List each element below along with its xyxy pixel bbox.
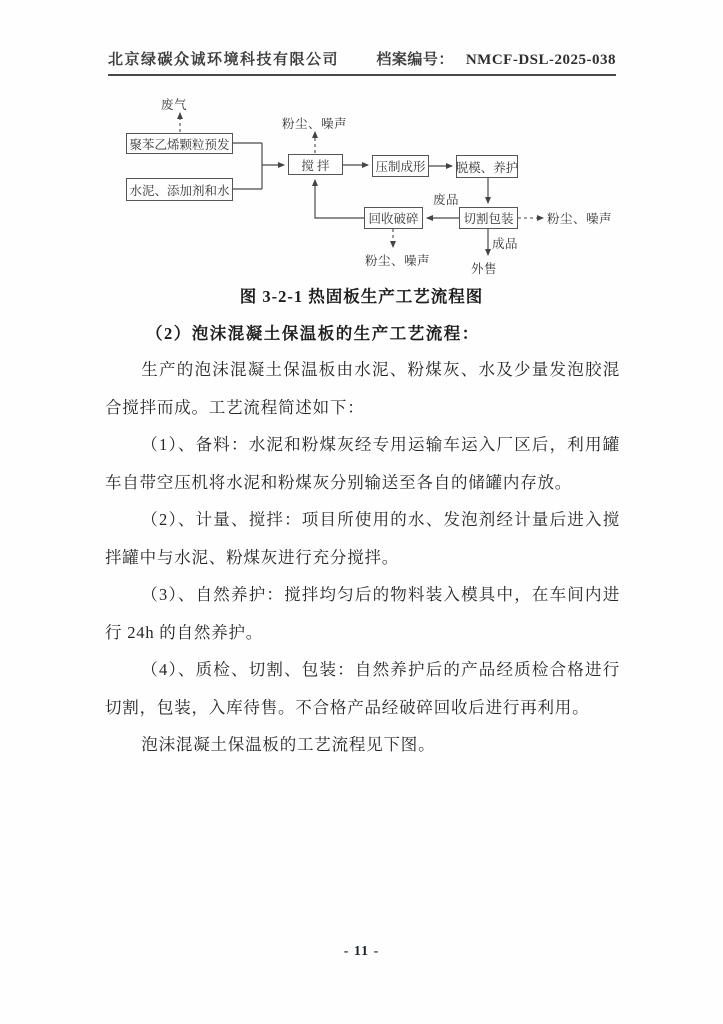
paragraph-step4: （4）、质检、切割、包装：自然养护后的产品经质检合格进行切割，包装，入库待售。不合格产品经破碎回收后进行再利用。 (105, 660, 620, 717)
flow-label-dust-noise-stir: 粉尘、噪声 (282, 117, 348, 131)
flow-box-pre-expansion: 聚苯乙烯颗粒预发 (126, 133, 233, 154)
process-flowchart (100, 92, 640, 284)
paragraph-step1: （1）、备料：水泥和粉煤灰经专用运输车运入厂区后，利用罐车自带空压机将水泥和粉煤灰分别输送至各自的储罐内存放。 (105, 435, 620, 492)
flow-label-waste-gas: 废气 (161, 98, 188, 112)
body-text (105, 351, 620, 764)
flow-label-finished-product: 成品 (492, 237, 519, 251)
flow-label-scrap: 废品 (433, 193, 460, 207)
figure-caption: 图 3-2-1 热固板生产工艺流程图 (239, 287, 484, 306)
flow-box-recycle-crushing: 回收破碎 (364, 207, 423, 229)
paragraph-step3: （3）、自然养护：搅拌均匀后的物料装入模具中，在车间内进行 24h 的自然养护。 (105, 585, 620, 642)
archive-number-value: NMCF-DSL-2025-038 (465, 52, 616, 68)
flow-box-cutting-packaging: 切割包装 (459, 207, 518, 229)
flow-box-stirring: 搅 拌 (288, 154, 343, 175)
flow-box-press-forming: 压制成形 (372, 155, 429, 177)
flow-box-demold-curing: 脱模、养护 (456, 155, 518, 178)
page-number: - 11 - (343, 944, 380, 959)
archive-number (376, 48, 616, 69)
flow-label-external-sale: 外售 (471, 262, 498, 276)
company-name: 北京绿碳众诚环境科技有限公司 (108, 52, 340, 68)
paragraph-intro: 生产的泡沫混凝土保温板由水泥、粉煤灰、水及少量发泡胶混合搅拌而成。工艺流程简述如下： (105, 360, 620, 417)
section-heading: （2）泡沫混凝土保温板的生产工艺流程： (146, 324, 480, 343)
flow-label-dust-noise-cut: 粉尘、噪声 (547, 212, 613, 226)
flow-label-dust-noise-recycle: 粉尘、噪声 (365, 254, 431, 268)
paragraph-closing: 泡沫混凝土保温板的工艺流程见下图。 (141, 735, 436, 754)
flow-box-cement-additives-water: 水泥、添加剂和水 (126, 178, 233, 201)
page-header (108, 48, 616, 76)
paragraph-step2: （2）、计量、搅拌：项目所使用的水、发泡剂经计量后进入搅拌罐中与水泥、粉煤灰进行充分搅拌。 (105, 510, 620, 567)
archive-number-label: 档案编号： (376, 52, 454, 68)
